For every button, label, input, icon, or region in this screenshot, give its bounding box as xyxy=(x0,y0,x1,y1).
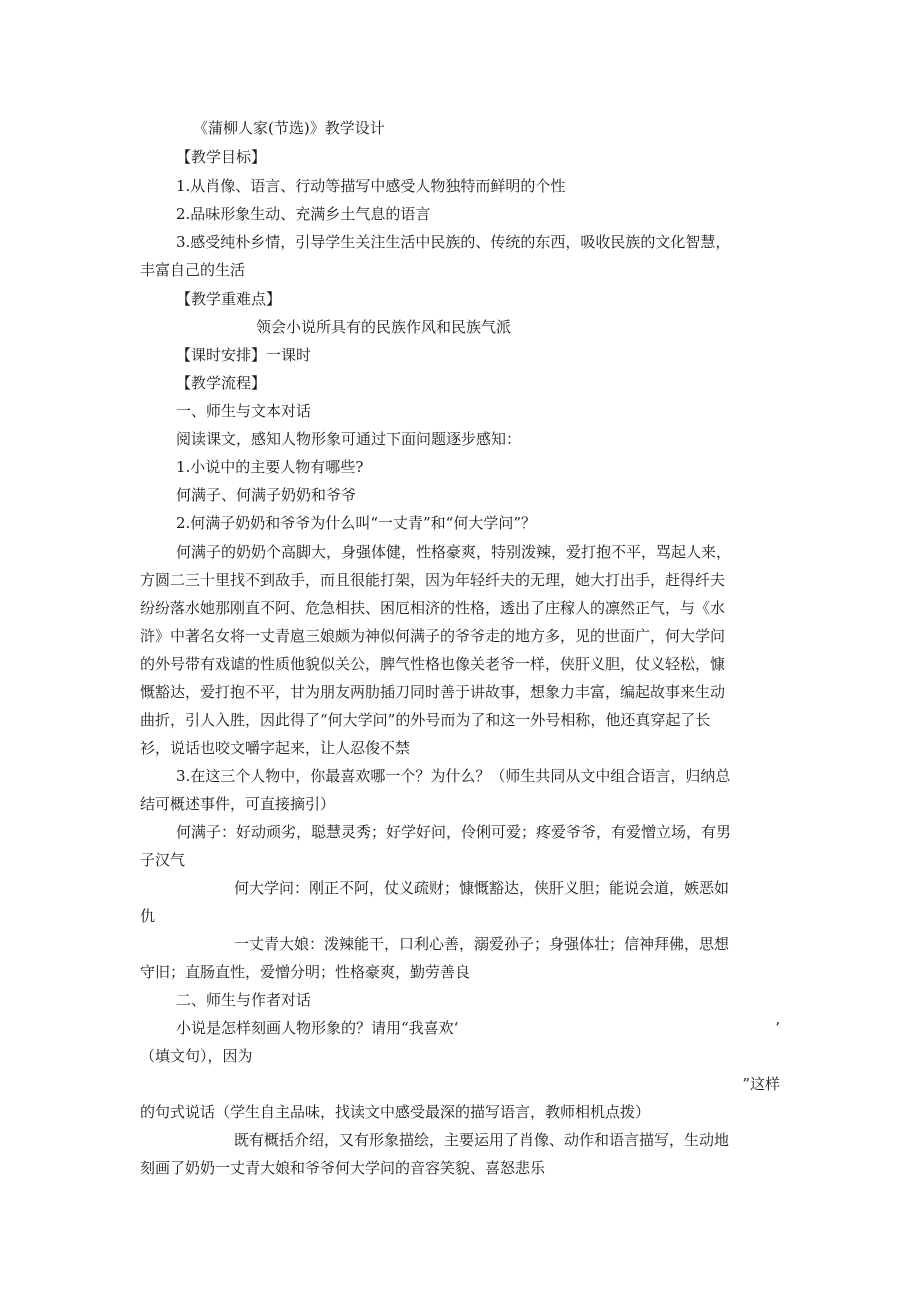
question-3-line1: 3.在这三个人物中，你最喜欢哪一个？为什么？（师生共同从文中组合语言，归纳总 xyxy=(176,767,731,785)
paragraph-line: 方圆二三十里找不到敌手，而且很能打架，因为年轻纤夫的无理，她大打出手，赶得纤夫 xyxy=(140,571,726,589)
character-3-line1: 一丈青大娘：泼辣能干，口利心善，溺爱孙子；身强体壮；信神拜佛，思想 xyxy=(234,935,730,953)
goal-3-line2: 丰富自己的生活 xyxy=(140,261,246,279)
paragraph-line: 慨豁达，爱打抱不平，甘为朋友两肋插刀同时善于讲故事，想象力丰富，编起故事来生动 xyxy=(140,683,726,701)
flow-heading: 【教学流程】 xyxy=(176,374,267,392)
paragraph-line: 曲折，引人入胜，因此得了“何大学问”的外号而为了和这一外号相称，他还真穿起了长 xyxy=(140,711,711,729)
key-text: 领会小说所具有的民族作风和民族气派 xyxy=(256,318,512,336)
part-1-heading: 一、师生与文本对话 xyxy=(176,402,312,420)
character-1-line2: 子汉气 xyxy=(140,851,186,869)
sentence-line3: ”这样 xyxy=(742,1075,780,1093)
character-3-line2: 守旧；直肠直性，爱憎分明；性格豪爽，勤劳善良 xyxy=(140,963,471,981)
explanation-line1: 既有概括介绍，又有形象描绘，主要运用了肖像、动作和语言描写，生动地 xyxy=(234,1131,730,1149)
paragraph-line: 浒》中著名女将一丈青扈三娘颇为神似何满子的爷爷走的地方多，见的世面广，何大学问 xyxy=(140,627,726,645)
doc-title: 《蒲柳人家(节选)》教学设计 xyxy=(193,119,385,137)
sentence-line2: （填文句），因为 xyxy=(140,1047,253,1065)
key-heading: 【教学重难点】 xyxy=(176,290,282,308)
sentence-line1 xyxy=(140,1014,780,1043)
sentence-line4: 的句式说话（学生自主品味，找读文中感受最深的描写语言，教师相机点拨） xyxy=(140,1103,651,1121)
character-1-line1: 何满子：好动顽劣，聪慧灵秀；好学好问，伶俐可爱；疼爱爷爷，有爱憎立场，有男 xyxy=(176,823,732,841)
goal-3-line1: 3.感受纯朴乡情，引导学生关注生活中民族的、传统的东西，吸收民族的文化智慧， xyxy=(176,233,731,251)
paragraph-line: 的外号带有戏谑的性质他貌似关公，脾气性格也像关老爷一样，侠肝义胆，仗义轻松，慷 xyxy=(140,655,726,673)
paragraph-line: 衫，说话也咬文嚼字起来，让人忍俊不禁 xyxy=(140,739,411,757)
question-1: 1.小说中的主要人物有哪些? xyxy=(176,458,364,476)
character-2-line2: 仇 xyxy=(140,907,156,925)
character-2-line1: 何大学问：刚正不阿，仗义疏财；慷慨豁达，侠肝义胆；能说会道，嫉恶如 xyxy=(234,879,730,897)
part-2-heading: 二、师生与作者对话 xyxy=(176,991,312,1009)
goals-heading: 【教学目标】 xyxy=(176,148,267,166)
question-3-line2: 结可概述事件，可直接摘引） xyxy=(140,795,336,813)
sentence-quote-close: ’ xyxy=(775,1019,780,1037)
explanation-line2: 刻画了奶奶一丈青大娘和爷爷何大学问的音容笑貌、喜怒悲乐 xyxy=(140,1159,546,1177)
schedule: 【课时安排】一课时 xyxy=(176,346,312,364)
goal-1: 1.从肖像、语言、行动等描写中感受人物独特而鲜明的个性 xyxy=(176,177,566,195)
goal-2: 2.品味形象生动、充满乡土气息的语言 xyxy=(176,205,431,223)
read-prompt: 阅读课文，感知人物形象可通过下面问题逐步感知： xyxy=(176,430,522,448)
answer-1: 何满子、何满子奶奶和爷爷 xyxy=(176,486,357,504)
sentence-start: 小说是怎样刻画人物形象的？请用“我喜欢‘ xyxy=(176,1019,459,1037)
question-2: 2.何满子奶奶和爷爷为什么叫“一丈青”和“何大学问”？ xyxy=(176,514,536,532)
paragraph-line: 何满子的奶奶个高脚大，身强体健，性格豪爽，特别泼辣，爱打抱不平，骂起人来， xyxy=(176,543,732,561)
paragraph-line: 纷纷落水她那刚直不阿、危急相扶、困厄相济的性格，透出了庄稼人的凛然正气，与《水 xyxy=(140,599,726,617)
